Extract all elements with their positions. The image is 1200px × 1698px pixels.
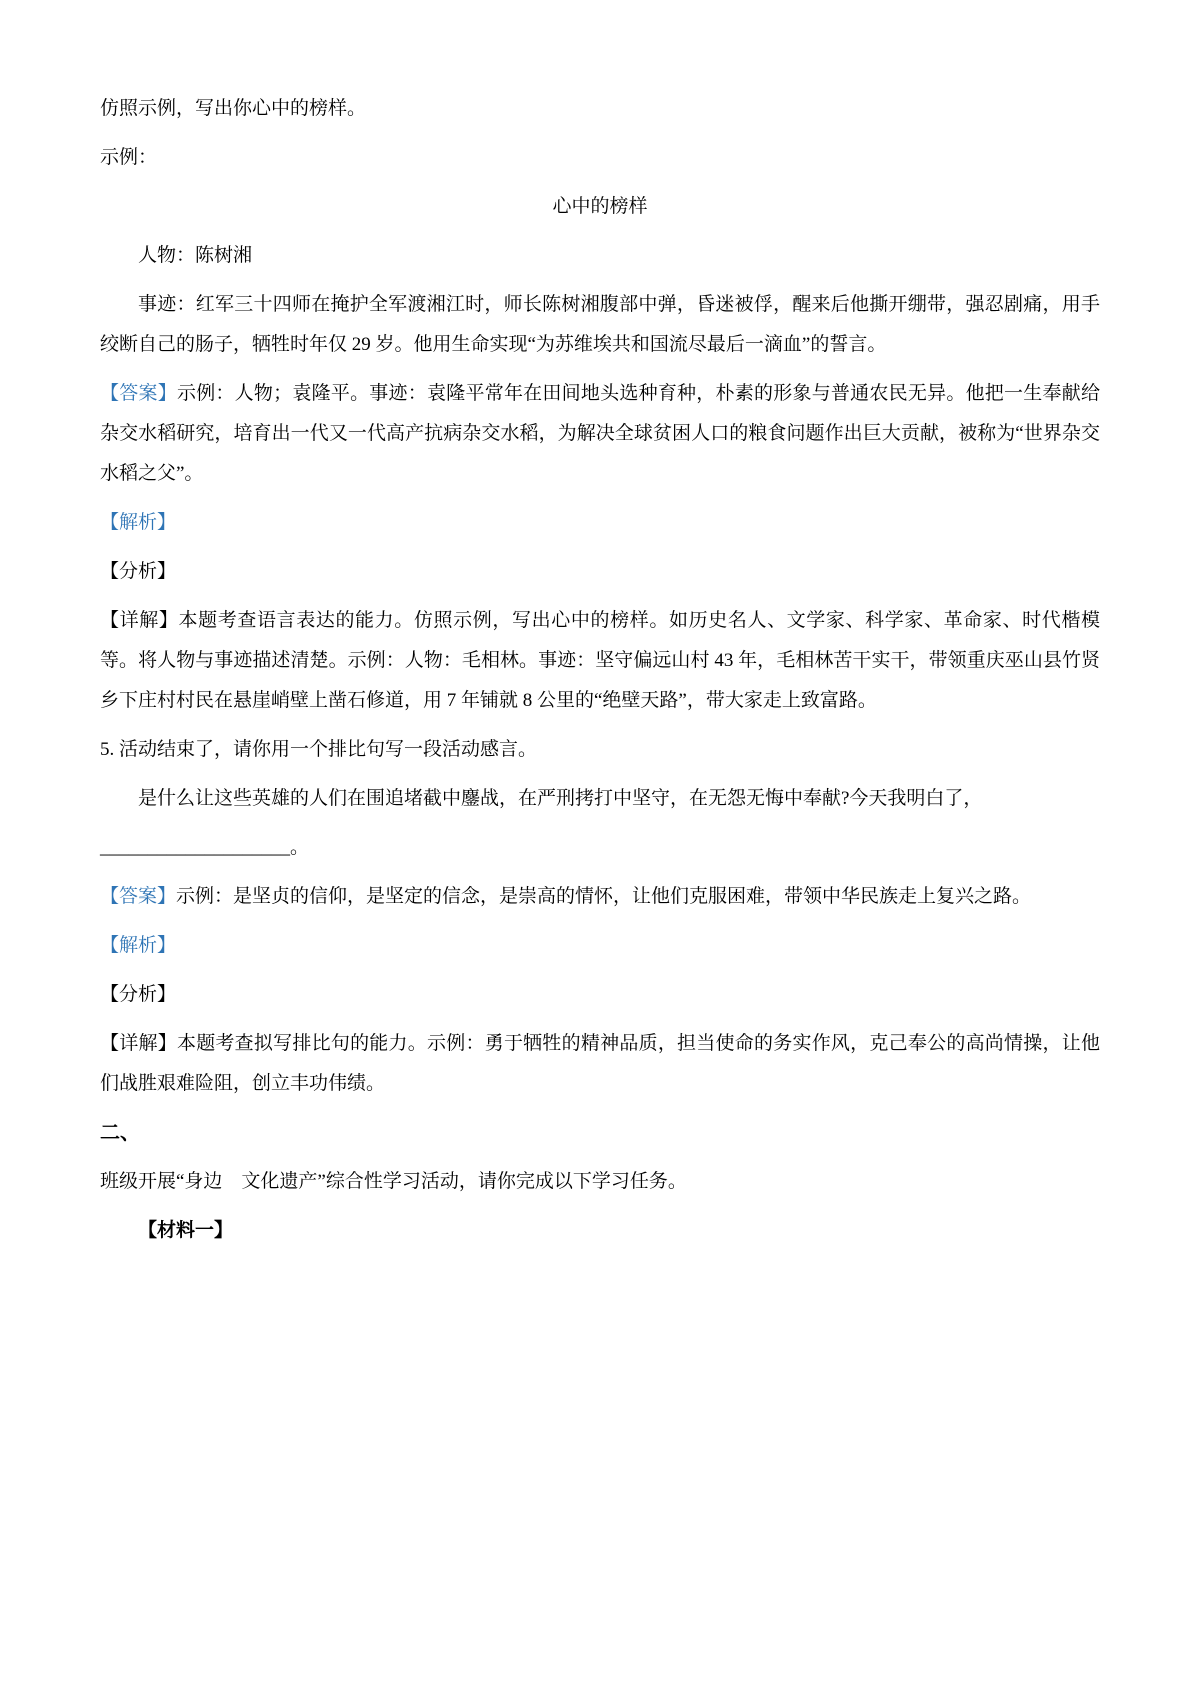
example-person: 人物：陈树湘 [138,245,253,266]
q4-jiexi-label [100,503,1100,543]
q5-detail-paragraph [100,1024,1100,1104]
q4-fenxi-label: 【分析】 [100,561,177,582]
example-title: 心中的榜样 [552,196,648,217]
answer-text: 示例：人物；袁隆平。事迹：袁隆平常年在田间地头选种育种，朴素的形象与普通农民无异。他把一生奉献给杂交水稻研究，培育出一代又一代高产抗病杂交水稻，为解决全球贫困人口的粮食问题作出巨大贡献，被称为“世界杂交水稻之父”。 [100,383,1100,484]
answer-text: 示例：是坚贞的信仰，是坚定的信念，是崇高的情怀，让他们克服困难，带领中华民族走上复兴之路。 [176,886,1032,907]
q5-fenxi-label: 【分析】 [100,984,177,1005]
detail-text: 本题考查语言表达的能力。仿照示例，写出心中的榜样。如历史名人、文学家、科学家、革命家、时代楷模等。将人物与事迹描述清楚。示例：人物：毛相林。事迹：坚守偏远山村 43 年，毛相林苦干实干，带领重庆巫山县竹贤乡下庄村村民在悬崖峭壁上凿石修道，用 7 年铺就 8 公里的“绝壁天路”，带大家走上致富路。 [100,610,1100,711]
q5-question: 5. 活动结束了，请你用一个排比句写一段活动感言。 [100,739,538,760]
section-two-intro: 班级开展“身边 文化遗产”综合性学习活动，请你完成以下学习任务。 [100,1171,687,1192]
section-two-heading: 二、 [100,1122,140,1144]
q4-answer-paragraph [100,374,1100,494]
intro-line: 仿照示例，写出你心中的榜样。 [100,98,367,119]
answer-label: 【答案】 [100,383,177,404]
material-one-heading: 【材料一】 [138,1220,234,1241]
detail-text: 本题考查拟写排比句的能力。示例：勇于牺牲的精神品质，担当使命的务实作风，克己奉公的高尚情操，让他们战胜艰难险阻，创立丰功伟绩。 [100,1033,1100,1094]
detail-label: 【详解】 [100,1033,177,1054]
answer-label: 【答案】 [100,886,177,907]
q5-answer-paragraph [100,877,1100,917]
q5-prompt: 是什么让这些英雄的人们在围追堵截中鏖战，在严刑拷打中坚守，在无怨无悔中奉献?今天我明白了， [138,788,983,809]
q5-answer-blank: ____________________。 [100,837,310,858]
example-deeds: 事迹：红军三十四师在掩护全军渡湘江时，师长陈树湘腹部中弹，昏迷被俘，醒来后他撕开绷带，强忍剧痛，用手绞断自己的肠子，牺牲时年仅 29 岁。他用生命实现“为苏维埃共和国流尽最后一滴血”的誓言。 [100,294,1100,355]
detail-label: 【详解】 [100,610,179,631]
q4-detail-paragraph [100,601,1100,721]
jiexi-label: 【解析】 [100,512,177,533]
example-label: 示例： [100,147,158,168]
q5-jiexi-label [100,926,1100,966]
jiexi-label: 【解析】 [100,935,177,956]
